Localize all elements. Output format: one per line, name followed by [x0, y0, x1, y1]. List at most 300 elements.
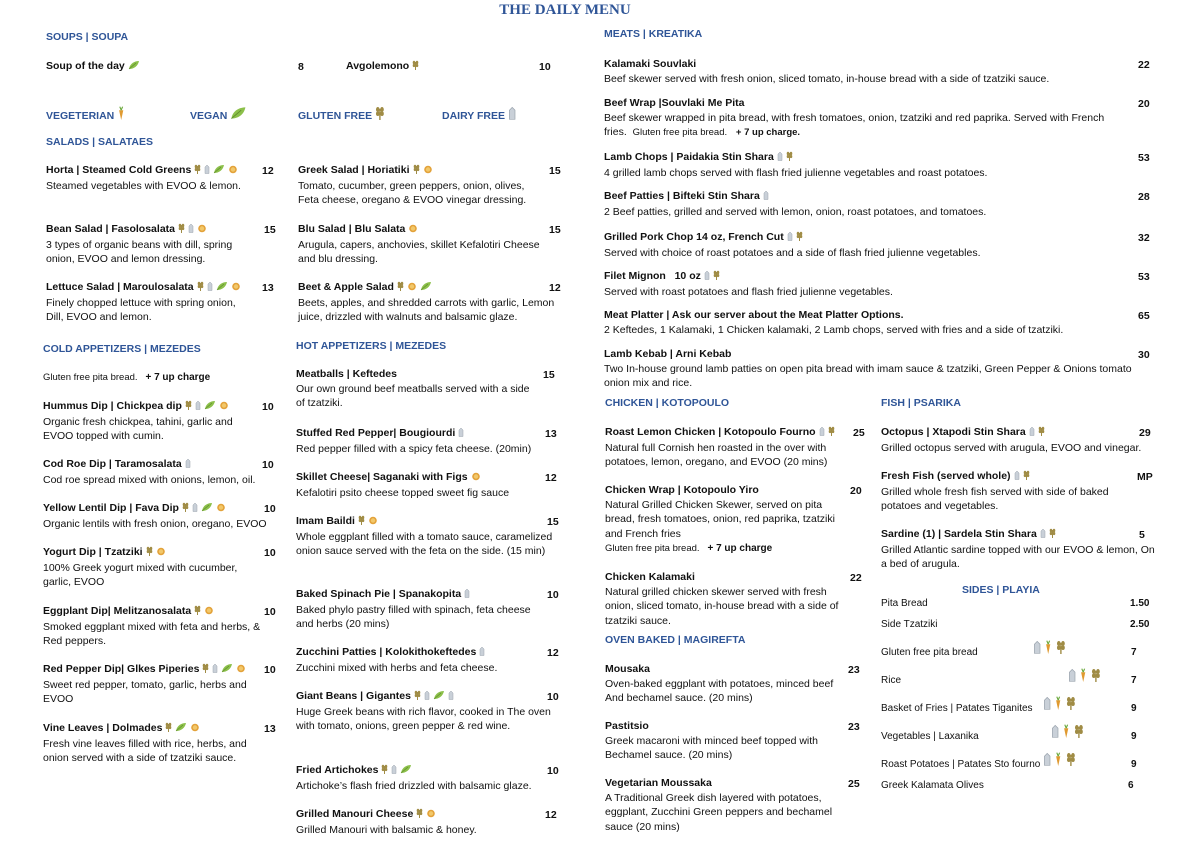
diet-icons	[455, 427, 464, 439]
item-price: 22	[1138, 59, 1150, 71]
milk-carton-icon	[464, 588, 470, 603]
side-item: Vegetables | Laxanika	[881, 731, 979, 742]
menu-item	[298, 163, 543, 208]
item-desc: Beets, apples, and shredded carrots with garlic, Lemon juice, drizzled with walnuts and balsamic glaze.	[298, 296, 555, 323]
milk-carton-icon	[212, 663, 218, 678]
menu-item	[605, 570, 850, 628]
item-name: Lamb Chops | Paidakia Stin Shara	[604, 151, 774, 163]
legend-dairy-free-label: DAIRY FREE	[442, 110, 506, 122]
diet-icons	[816, 426, 835, 438]
item-price: 30	[1138, 349, 1150, 361]
side-price: 9	[1131, 731, 1137, 742]
wheat-icon	[414, 690, 421, 705]
item-name: Red Pepper Dip| Glkes Piperies	[43, 663, 200, 675]
milk-carton-icon	[508, 106, 516, 123]
item-price: 23	[848, 721, 860, 733]
side-item: Pita Bread	[881, 598, 928, 609]
milk-carton-icon	[448, 690, 454, 705]
item-price: 10	[547, 765, 559, 777]
item-desc: Huge Greek beans with rich flavor, cooked in The oven with tomato, onions, green pepper & red wine.	[296, 705, 551, 732]
diet-icons	[476, 646, 485, 658]
olive-icon	[156, 546, 166, 561]
milk-carton-icon	[1014, 470, 1020, 485]
milk-carton-icon	[1040, 528, 1046, 543]
item-price: 15	[549, 165, 561, 177]
carrot-icon	[1044, 640, 1052, 659]
item-desc: 3 types of organic beans with dill, spring onion, EVOO and lemon dressing.	[46, 238, 233, 265]
diet-icons	[378, 764, 412, 776]
diet-icons	[1040, 752, 1076, 771]
item-name: Yellow Lentil Dip | Fava Dip	[43, 502, 179, 514]
menu-item	[604, 96, 1134, 141]
item-desc: A Traditional Greek dish layered with potatoes, eggplant, Zucchini Green peppers and bechamel sauce (20 mins)	[605, 791, 833, 833]
item-desc: Steamed vegetables with EVOO & lemon.	[46, 179, 241, 192]
item-name: Grilled Manouri Cheese	[296, 808, 414, 820]
olive-icon	[407, 281, 417, 296]
side-item: Roast Potatoes | Patates Sto fourno	[881, 759, 1041, 770]
menu-item	[604, 269, 1134, 299]
carrot-icon	[1062, 724, 1070, 743]
menu-item	[604, 189, 1134, 219]
side-price: 1.50	[1130, 598, 1150, 609]
item-price: 10	[547, 589, 559, 601]
wheat-icon	[796, 231, 803, 246]
soups-heading: SOUPS | SOUPA	[46, 31, 129, 43]
milk-carton-icon	[204, 164, 210, 179]
menu-item	[46, 222, 256, 267]
item-name: Sardine (1) | Sardela Stin Shara	[881, 528, 1037, 540]
item-name: Greek Salad | Horiatiki	[298, 164, 410, 176]
item-name: Filet Mignon	[604, 270, 666, 282]
item-price: 65	[1138, 310, 1150, 322]
wheat-icon	[828, 426, 835, 441]
diet-icons	[1065, 668, 1101, 687]
item-desc: Grilled octopus served with arugula, EVOO and vinegar.	[881, 441, 1142, 454]
wheat-icon	[416, 808, 423, 823]
item-name: Blu Salad | Blu Salata	[298, 223, 406, 235]
item-desc: Whole eggplant filled with a tomato sauce, caramelized onion sauce served with the feta on the side. (15 min)	[296, 530, 553, 557]
item-name: Meat Platter | Ask our server about the Meat Platter Options.	[604, 309, 904, 321]
item-name: Mousaka	[605, 663, 650, 675]
menu-item	[296, 470, 536, 500]
item-name: Skillet Cheese| Saganaki with Figs	[296, 471, 468, 483]
diet-icons	[784, 231, 803, 243]
diet-icons	[1030, 640, 1066, 659]
diet-icons	[182, 400, 229, 412]
leaf-icon	[230, 106, 247, 123]
milk-carton-icon	[704, 270, 710, 285]
legend-vegetarian-label: VEGETERIAN	[46, 110, 115, 122]
milk-carton-icon	[787, 231, 793, 246]
item-price: 32	[1138, 232, 1150, 244]
side-item: Gluten free pita bread	[881, 647, 978, 658]
item-desc: Our own ground beef meatballs served with a side of tzatziki.	[296, 382, 530, 409]
carrot-icon	[1054, 752, 1062, 771]
item-price: 13	[262, 282, 274, 294]
item-price: 10	[264, 664, 276, 676]
avgolemono	[346, 59, 419, 75]
side-price: 7	[1131, 675, 1137, 686]
diet-icons	[410, 164, 433, 176]
wheat-icon	[178, 223, 185, 238]
carrot-icon	[1079, 668, 1087, 687]
item-desc: Organic fresh chickpea, tahini, garlic and EVOO topped with cumin.	[43, 415, 233, 442]
side-item: Rice	[881, 675, 902, 686]
item-desc: Red pepper filled with a spicy feta cheese. (20min)	[296, 442, 532, 455]
item-desc: Greek macaroni with minced beef topped with Bechamel sauce. (20 mins)	[605, 734, 819, 761]
gf-charge: + 7 up charge	[707, 543, 773, 554]
item-desc: Served with roast potatoes and flash fried julienne vegetables.	[604, 285, 893, 298]
milk-carton-icon	[1043, 752, 1051, 771]
diet-icons	[162, 722, 200, 734]
wheat-icon	[786, 151, 793, 166]
olive-icon	[408, 223, 418, 238]
milk-carton-icon	[777, 151, 783, 166]
item-desc: 4 grilled lamb chops served with flash fried julienne vegetables and roast potatoes.	[604, 166, 988, 179]
diet-icons	[191, 605, 214, 617]
diet-icons	[394, 281, 432, 293]
item-desc: 2 Keftedes, 1 Kalamaki, 1 Chicken kalamaki, 2 Lamb chops, served with fries and a side of tzatziki.	[604, 323, 1064, 336]
legend-dairy-free	[442, 106, 516, 123]
item-name: Meatballs | Keftedes	[296, 368, 397, 380]
wheat-icon	[1038, 426, 1045, 441]
item-price: 12	[549, 282, 561, 294]
leaf-icon	[128, 60, 140, 75]
item-price: 25	[853, 427, 865, 439]
item-price: 10	[262, 459, 274, 471]
diet-icons	[1037, 528, 1056, 540]
menu-item	[43, 399, 258, 444]
item-price: 13	[264, 723, 276, 735]
milk-carton-icon	[195, 400, 201, 415]
menu-item	[298, 280, 573, 325]
legend-vegetarian	[46, 106, 126, 123]
menu-item	[296, 587, 546, 632]
legend-gluten-free-label: GLUTEN FREE	[298, 110, 373, 122]
menu-item	[605, 425, 845, 470]
wheat-icon	[182, 502, 189, 517]
item-desc: Baked phylo pastry filled with spinach, feta cheese and herbs (20 mins)	[296, 603, 531, 630]
item-name: Octopus | Xtapodi Stin Shara	[881, 426, 1026, 438]
item-name: Grilled Pork Chop 14 oz, French Cut	[604, 231, 784, 243]
wheat-icon	[381, 764, 388, 779]
item-desc: Fresh vine leaves filled with rice, herbs, and onion served with a side of tzatziki sauce.	[43, 737, 247, 764]
item-desc: Zucchini mixed with herbs and feta cheese.	[296, 661, 498, 674]
salads-heading: SALADS | SALATAES	[46, 136, 153, 148]
side-price: 2.50	[1130, 619, 1150, 630]
diet-icons	[355, 515, 378, 527]
diet-icons	[411, 690, 454, 702]
diet-icons	[179, 502, 226, 514]
gf-charge: + 7 up charge.	[735, 127, 801, 138]
menu-item	[296, 807, 536, 837]
wheat-icon	[397, 281, 404, 296]
menu-item	[605, 719, 840, 763]
olive-icon	[471, 471, 481, 486]
milk-carton-icon	[1029, 426, 1035, 441]
olive-icon	[426, 808, 436, 823]
diet-icons	[143, 546, 166, 558]
item-desc: Two In-house ground lamb patties on open pita bread with imam sauce & tzatziki, Green Pepper & Onions tomato onion mix and rice.	[604, 362, 1132, 389]
meats-heading: MEATS | KREATIKA	[604, 28, 703, 40]
wheat-icon	[713, 270, 720, 285]
legend-vegan-label: VEGAN	[190, 110, 228, 122]
leaf-icon	[204, 400, 216, 415]
item-price: 28	[1138, 191, 1150, 203]
item-desc: Arugula, capers, anchovies, skillet Kefalotiri Cheese and blu dressing.	[298, 238, 540, 265]
menu-item	[296, 763, 566, 793]
menu-item	[881, 527, 1156, 572]
diet-icons	[461, 588, 470, 600]
item-desc: Cod roe spread mixed with onions, lemon, oil.	[43, 473, 256, 486]
leaf-icon	[201, 502, 213, 517]
wheat-icon	[1056, 640, 1066, 659]
item-name: Lamb Kebab | Arni Kebab	[604, 348, 732, 360]
wheat-icon	[1023, 470, 1030, 485]
avgolemono-price: 10	[539, 61, 551, 73]
wheat-icon	[165, 722, 172, 737]
wheat-icon	[1049, 528, 1056, 543]
wheat-icon	[412, 60, 419, 75]
diet-icons	[191, 164, 238, 176]
olive-icon	[204, 605, 214, 620]
wheat-icon	[413, 164, 420, 179]
menu-item	[605, 483, 840, 557]
soup-of-day	[46, 59, 140, 75]
item-price: 12	[547, 647, 559, 659]
item-desc: Served with choice of roast potatoes and a side of flash fried julienne vegetables.	[604, 246, 981, 259]
milk-carton-icon	[207, 281, 213, 296]
wheat-icon	[358, 515, 365, 530]
diet-icons	[1026, 426, 1045, 438]
side-price: 6	[1128, 780, 1134, 791]
item-price: 12	[545, 472, 557, 484]
milk-carton-icon	[1033, 640, 1041, 659]
soup-of-day-name: Soup of the day	[46, 60, 125, 72]
item-name: Beef Patties | Bifteki Stin Shara	[604, 190, 760, 202]
gf-note: Gluten free pita bread.	[632, 127, 728, 138]
wheat-icon	[185, 400, 192, 415]
wheat-icon	[1074, 724, 1084, 743]
item-desc: Sweet red pepper, tomato, garlic, herbs and EVOO	[43, 678, 247, 705]
milk-carton-icon	[188, 223, 194, 238]
diet-icons	[468, 471, 481, 483]
side-item: Greek Kalamata Olives	[881, 780, 984, 791]
item-desc: Organic lentils with fresh onion, oregano, EVOO	[43, 517, 267, 530]
item-desc: Natural grilled chicken skewer served with fresh onion, sliced tomato, in-house bread with a side of tzatziki sauce.	[605, 585, 839, 627]
item-price: 15	[264, 224, 276, 236]
item-name: Pastitsio	[605, 720, 649, 732]
menu-item	[296, 514, 556, 559]
menu-item	[605, 776, 845, 834]
diet-icons	[1011, 470, 1030, 482]
menu-item	[296, 645, 546, 675]
menu-item	[604, 150, 1134, 180]
item-price: 13	[545, 428, 557, 440]
wheat-icon	[194, 164, 201, 179]
item-name: Chicken Wrap | Kotopoulo Yiro	[605, 484, 759, 496]
olive-icon	[228, 164, 238, 179]
item-desc: Finely chopped lettuce with spring onion, Dill, EVOO and lemon.	[46, 296, 236, 323]
milk-carton-icon	[1051, 724, 1059, 743]
item-desc: Artichoke’s flash fried drizzled with balsamic glaze.	[296, 779, 532, 792]
menu-item	[46, 163, 256, 193]
item-desc: Beef skewer wrapped in pita bread, with fresh tomatoes, onion, tzatziki and red paprika. Served with French fries.	[604, 111, 1105, 138]
avgolemono-name: Avgolemono	[346, 60, 410, 72]
item-name: Cod Roe Dip | Taramosalata	[43, 458, 182, 470]
diet-icons	[194, 281, 241, 293]
item-name: Beet & Apple Salad	[298, 281, 394, 293]
olive-icon	[368, 515, 378, 530]
menu-item	[296, 367, 531, 411]
diet-icons	[413, 808, 436, 820]
item-desc: 100% Greek yogurt mixed with cucumber, garlic, EVOO	[43, 561, 238, 588]
item-desc: Smoked eggplant mixed with feta and herbs, & Red peppers.	[43, 620, 261, 647]
milk-carton-icon	[185, 458, 191, 473]
milk-carton-icon	[819, 426, 825, 441]
chicken-heading: CHICKEN | KOTOPOULO	[605, 397, 730, 409]
milk-carton-icon	[391, 764, 397, 779]
item-price: 25	[848, 778, 860, 790]
item-desc: Natural Grilled Chicken Skewer, served on pita bread, fresh tomatoes, onion, red paprika, tzatziki and French fries	[605, 498, 835, 540]
sides-heading: SIDES | PLAYIA	[962, 584, 1040, 596]
olive-icon	[236, 663, 246, 678]
wheat-icon	[146, 546, 153, 561]
item-price: 5	[1139, 529, 1145, 541]
side-price: 9	[1131, 759, 1137, 770]
diet-icons	[405, 223, 418, 235]
item-name: Vine Leaves | Dolmades	[43, 722, 163, 734]
side-item: Side Tzatziki	[881, 619, 938, 630]
milk-carton-icon	[424, 690, 430, 705]
olive-icon	[423, 164, 433, 179]
leaf-icon	[213, 164, 225, 179]
item-desc: Grilled whole fresh fish served with side of baked potatoes and vegetables.	[881, 485, 1109, 512]
cold-note	[43, 370, 210, 386]
item-price: 15	[549, 224, 561, 236]
gf-charge: + 7 up charge	[145, 372, 211, 383]
milk-carton-icon	[763, 190, 769, 205]
item-name: Chicken Kalamaki	[605, 571, 695, 583]
item-name: Bean Salad | Fasolosalata	[46, 223, 175, 235]
menu-item	[296, 426, 546, 456]
menu-item	[298, 222, 543, 267]
item-desc: Beef skewer served with fresh onion, sliced tomato, in-house bread with a side of tzatziki sauce.	[604, 72, 1050, 85]
item-desc: Grilled Manouri with balsamic & honey.	[296, 823, 477, 836]
side-price: 7	[1131, 647, 1137, 658]
item-name: Zucchini Patties | Kolokithokeftedes	[296, 646, 477, 658]
item-name: Yogurt Dip | Tzatziki	[43, 546, 143, 558]
menu-item	[43, 545, 258, 590]
wheat-icon	[194, 605, 201, 620]
leaf-icon	[175, 722, 187, 737]
diet-icons	[1040, 696, 1076, 715]
item-name: Vegetarian Moussaka	[605, 777, 712, 789]
item-price: 12	[262, 165, 274, 177]
gf-note: Gluten free pita bread.	[43, 372, 138, 383]
wheat-icon	[1091, 668, 1101, 687]
item-desc: Oven-baked eggplant with potatoes, minced beef And bechamel sauce. (20 mins)	[605, 677, 834, 704]
milk-carton-icon	[479, 646, 485, 661]
menu-item	[43, 721, 265, 766]
menu-item	[43, 662, 265, 707]
menu-item	[43, 501, 283, 531]
item-name: Fried Artichokes	[296, 764, 379, 776]
olive-icon	[197, 223, 207, 238]
item-name: Roast Lemon Chicken | Kotopoulo Fourno	[605, 426, 816, 438]
item-price: 10	[547, 691, 559, 703]
menu-item	[604, 347, 1134, 391]
diet-icons	[774, 151, 793, 163]
item-price: 15	[543, 369, 555, 381]
page-title: THE DAILY MENU	[499, 2, 631, 18]
side-price: 9	[1131, 703, 1137, 714]
item-name: Fresh Fish (served whole)	[881, 470, 1011, 482]
hot-appetizers-heading: HOT APPETIZERS | MEZEDES	[296, 340, 447, 352]
oven-baked-heading: OVEN BAKED | MAGIREFTA	[605, 634, 746, 646]
leaf-icon	[216, 281, 228, 296]
olive-icon	[216, 502, 226, 517]
diet-icons	[175, 223, 207, 235]
soup-of-day-price: 8	[298, 61, 304, 73]
item-name: Stuffed Red Pepper| Bougiourdi	[296, 427, 456, 439]
item-desc: Grilled Atlantic sardine topped with our EVOO & lemon, On a bed of arugula.	[881, 543, 1155, 570]
item-price: 15	[547, 516, 559, 528]
item-price: 20	[850, 485, 862, 497]
legend-vegan	[190, 106, 247, 123]
item-price: 23	[848, 664, 860, 676]
leaf-icon	[433, 690, 445, 705]
fish-heading: FISH | PSARIKA	[881, 397, 961, 409]
menu-item	[604, 230, 1134, 260]
wheat-icon	[202, 663, 209, 678]
carrot-icon	[117, 106, 125, 123]
milk-carton-icon	[192, 502, 198, 517]
menu-item	[296, 689, 551, 734]
carrot-icon	[1054, 696, 1062, 715]
item-price: 10	[264, 503, 276, 515]
wheat-icon	[375, 106, 385, 123]
milk-carton-icon	[1068, 668, 1076, 687]
menu-item	[46, 280, 256, 325]
olive-icon	[219, 400, 229, 415]
milk-carton-icon	[1043, 696, 1051, 715]
wheat-icon	[1066, 752, 1076, 771]
item-price: 22	[850, 572, 862, 584]
gf-note: Gluten free pita bread.	[605, 543, 700, 554]
diet-icons	[701, 270, 720, 282]
side-item: Basket of Fries | Patates Tiganites	[881, 703, 1033, 714]
cold-appetizers-heading: COLD APPETIZERS | MEZEDES	[43, 343, 201, 355]
wheat-icon	[197, 281, 204, 296]
item-price: MP	[1137, 471, 1153, 483]
item-desc: Tomato, cucumber, green peppers, onion, olives, Feta cheese, oregano & EVOO vinegar dressing.	[298, 179, 527, 206]
item-price: 10	[264, 606, 276, 618]
item-price: 53	[1138, 271, 1150, 283]
diet-icons	[760, 190, 769, 202]
menu-item	[881, 425, 1156, 455]
leaf-icon	[221, 663, 233, 678]
item-name: Beef Wrap |Souvlaki Me Pita	[604, 97, 745, 109]
item-price: 10	[262, 401, 274, 413]
item-name: Lettuce Salad | Maroulosalata	[46, 281, 194, 293]
item-desc: Natural full Cornish hen roasted in the over with potatoes, lemon, oregano, and EVOO (20 mins)	[605, 441, 828, 468]
item-price: 29	[1139, 427, 1151, 439]
menu-item	[604, 308, 1134, 337]
diet-icons	[1048, 724, 1084, 743]
item-size: 10 oz	[674, 270, 701, 282]
diet-icons	[182, 458, 191, 470]
